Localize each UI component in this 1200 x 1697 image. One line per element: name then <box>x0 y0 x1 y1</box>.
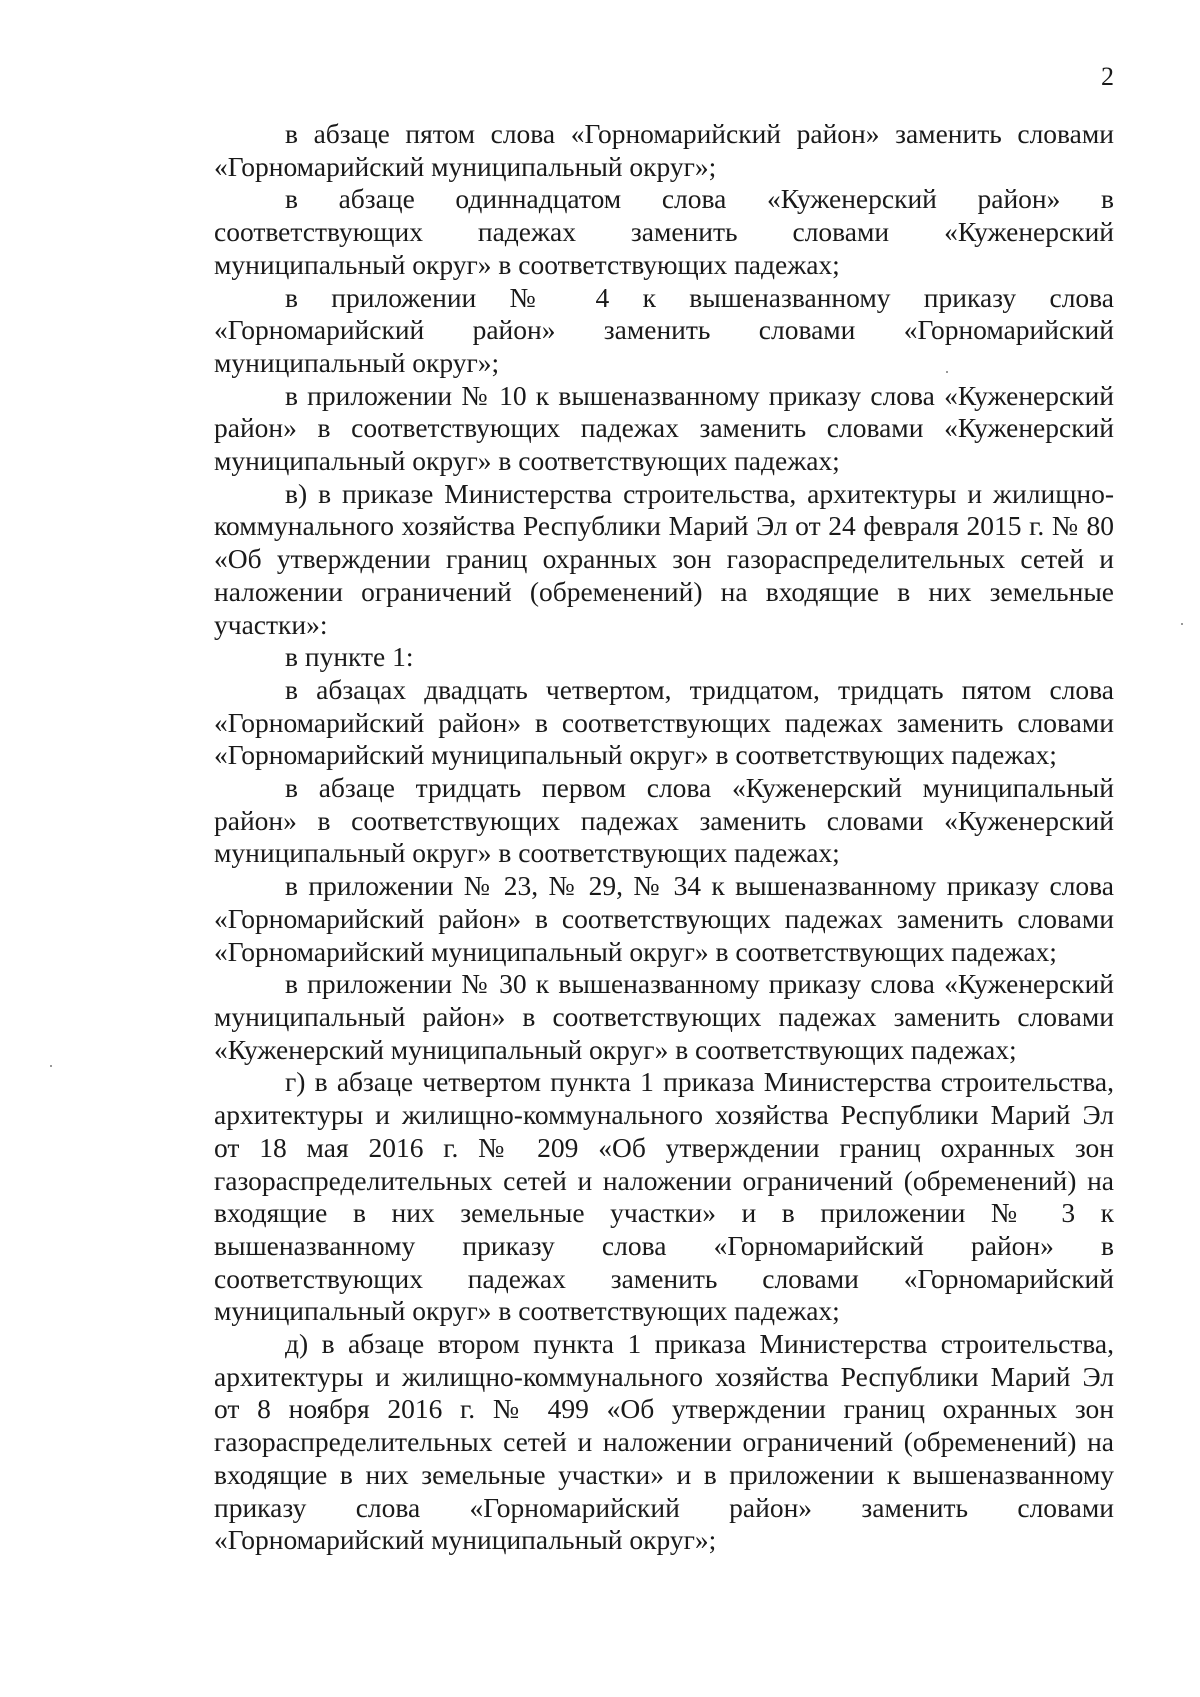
paragraph: в абзаце тридцать первом слова «Куженерский муниципальный район» в соответствующих падежах заменить словами «Куженерский муниципальный округ» в соответствующих падежах; <box>214 772 1114 869</box>
paragraph: в) в приказе Министерства строительства, архитектуры и жилищно-коммунального хозяйства Республики Марий Эл от 24 февраля 2015 г. № 80 «Об утверждении границ охранных зон газораспределительных сетей и наложении ограничений (обременений) на входящие в них земельные участки»: <box>214 477 1114 640</box>
paragraph: г) в абзаце четвертом пункта 1 приказа Министерства строительства, архитектуры и жилищно-коммунального хозяйства Республики Марий Эл от 18 мая 2016 г. № 209 «Об утверждении границ охранных зон газораспределительных сетей и наложении ограничений (обременений) на входящие в них земельные участки» и в приложении № 3 к вышеназванному приказу слова «Горномарийский район» в соответствующих падежах заменить словами «Горномарийский муниципальный округ» в соответствующих падежах; <box>214 1066 1114 1327</box>
paragraph: в пункте 1: <box>285 641 414 673</box>
paragraph: в абзацах двадцать четвертом, тридцатом, тридцать пятом слова «Горномарийский район» в соответствующих падежах заменить словами «Горномарийский муниципальный округ» в соответствующих падежах; <box>214 673 1114 771</box>
document-body <box>214 118 1114 1557</box>
paragraph: в приложении № 4 к вышеназванному приказу слова «Горномарийский район» заменить словами «Горномарийский муниципальный округ»; <box>214 281 1114 378</box>
paragraph: д) в абзаце втором пункта 1 приказа Министерства строительства, архитектуры и жилищно-коммунального хозяйства Республики Марий Эл от 8 ноября 2016 г. № 499 «Об утверждении границ охранных зон газораспределительных сетей и наложении ограничений (обременений) на входящие в них земельные участки» и в приложении к вышеназванному приказу слова «Горномарийский район» заменить словами «Горномарийский муниципальный округ»; <box>214 1328 1114 1556</box>
paragraph: в приложении № 30 к вышеназванному приказу слова «Куженерский муниципальный район» в соответствующих падежах заменить словами «Куженерский муниципальный округ» в соответствующих падежах; <box>214 968 1114 1065</box>
scan-speck <box>1181 623 1183 625</box>
scan-speck <box>50 1065 52 1067</box>
page-number: 2 <box>1101 62 1114 91</box>
paragraph: в абзаце пятом слова «Горномарийский район» заменить словами «Горномарийский муниципальный округ»; <box>214 118 1114 182</box>
paragraph: в приложении № 23, № 29, № 34 к вышеназванному приказу слова «Горномарийский район» в соответствующих падежах заменить словами «Горномарийский муниципальный округ» в соответствующих падежах; <box>214 870 1114 967</box>
paragraph: в приложении № 10 к вышеназванному приказу слова «Куженерский район» в соответствующих падежах заменить словами «Куженерский муниципальный округ» в соответствующих падежах; <box>214 379 1114 477</box>
scan-speck <box>946 371 948 373</box>
paragraph: в абзаце одиннадцатом слова «Куженерский район» в соответствующих падежах заменить словами «Куженерский муниципальный округ» в соответствующих падежах; <box>214 183 1114 280</box>
